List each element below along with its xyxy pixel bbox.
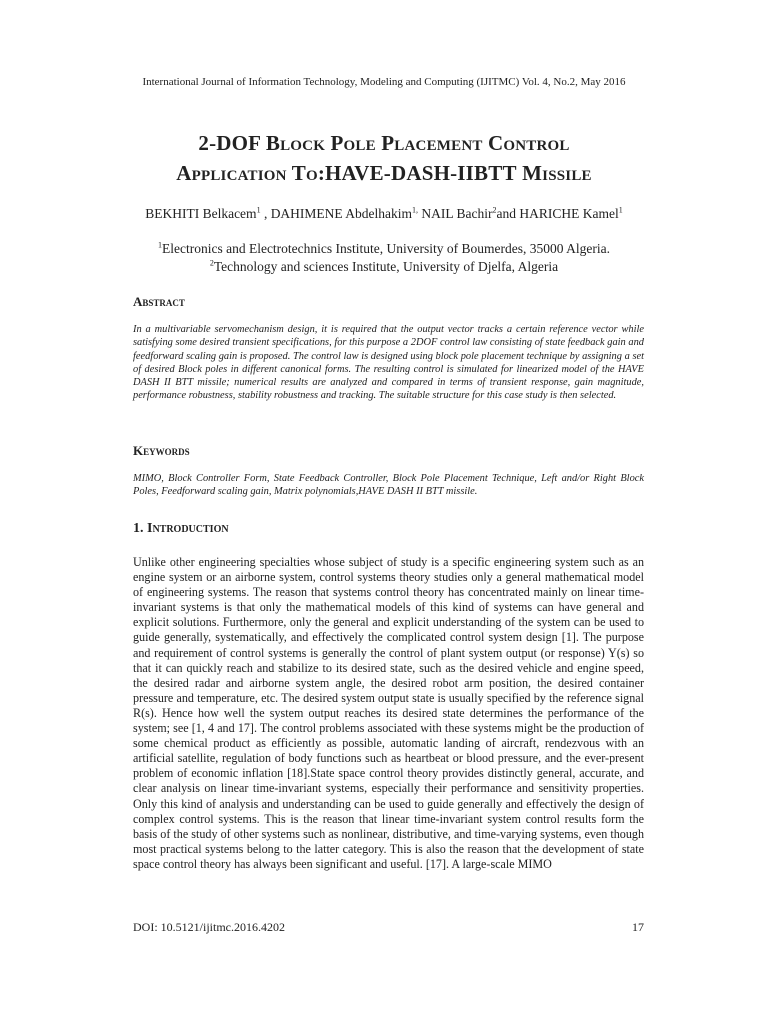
title-line-2-suffix: Missile bbox=[516, 161, 592, 185]
author-list bbox=[0, 206, 768, 222]
author-affiliation-mark: 1 bbox=[256, 205, 261, 215]
author-name: BEKHITI Belkacem bbox=[145, 206, 257, 221]
author-affiliation-mark: 2 bbox=[492, 205, 497, 215]
affiliation-line bbox=[0, 240, 768, 258]
affiliation-text: Technology and sciences Institute, University of Djelfa, Algeria bbox=[213, 259, 559, 274]
author-separator: and bbox=[496, 206, 520, 221]
author-name: DAHIMENE Abdelhakim bbox=[270, 206, 413, 221]
abstract-heading: Abstract bbox=[133, 294, 185, 309]
affiliation-text: Electronics and Electrotechnics Institute, University of Boumerdes, 35000 Algeria. bbox=[161, 241, 610, 256]
author-affiliation-mark: 1, bbox=[412, 205, 419, 215]
paper-title bbox=[60, 128, 708, 188]
author-affiliation-mark: 1 bbox=[618, 205, 623, 215]
affiliation-line bbox=[0, 258, 768, 276]
introduction-body: Unlike other engineering specialties whose subject of study is a specific engineering system such as an engine system or an airborne system, control systems theory studies only a general mathematical model of engineering systems. The reason that systems control theory has concentrated mainly on linear time-invariant systems is that only the mathematical models of this kind of systems can have general and explicit solutions. Furthermore, only the general and explicit understanding of the system can be used to guide generally, systematically, and effectively the complicated control system design [1]. The purpose and requirement of control systems is generally the control of plant system output (or response) Y(s) so that it can quickly reach and stabilize to its desired state, such as the desired vehicle and engine speed, the desired radar and airborne system angle, the desired robot arm position, the desired container pressure and temperature, etc. The desired system output state is usually specified by the reference signal R(s). Hence how well the system output reaches its desired state determines the performance of the system; see [1, 4 and 17]. The control problems associated with these systems might be the production of some chemical product as efficiently as possible, automatic landing of aircraft, rendezvous with an artificial satellite, regulation of body functions such as heartbeat or blood pressure, and the ever-present problem of economic inflation [18].State space control theory provides distinctly general, accurate, and clear analysis on linear time-invariant systems, especially their performance and sensitivity properties. Only this kind of analysis and understanding can be used to guide generally and effectively the design of complex control systems. This is the reason that linear time-invariant system control results form the basis of the study of other systems such as nonlinear, distributive, and time-varying systems, even though most practical systems belong to the latter category. This is also the reason that the development of state space control theory has always been significant and useful. [17]. A large-scale MIMO bbox=[133, 555, 644, 871]
author-separator: , bbox=[260, 206, 271, 221]
keywords-heading: Keywords bbox=[133, 443, 190, 458]
title-missile-name: HAVE-DASH-IIBTT bbox=[325, 161, 517, 185]
author-name: HARICHE Kamel bbox=[519, 206, 619, 221]
keywords-text: MIMO, Block Controller Form, State Feedback Controller, Block Pole Placement Technique, Left and/or Right Block Poles, Feedforward scaling gain, Matrix polynomials,HAVE DASH II BTT missile. bbox=[133, 473, 644, 498]
author-name: NAIL Bachir bbox=[421, 206, 493, 221]
page-number: 17 bbox=[632, 920, 644, 934]
title-line-2-prefix: Application To: bbox=[176, 161, 326, 185]
affiliation-number: 2 bbox=[209, 258, 214, 268]
title-line-1: 2-DOF Block Pole Placement Control bbox=[198, 131, 570, 155]
abstract-text: In a multivariable servomechanism design, it is required that the output vector tracks a certain reference vector while satisfying some desired transient specifications, for this purpose a 2DOF control law consisting of state feedback gain and feedforward scaling gain is proposed. The control law is designed using block pole placement technique by assigning a set of desired Block poles in different canonical forms. The resulting control is simulated for linearized model of the HAVE DASH II BTT missile; numerical results are analyzed and compared in terms of transient response, gain magnitude, performance robustness, stability robustness and tracking. The suitable structure for this case study is then selected. bbox=[133, 324, 644, 402]
affiliation-list bbox=[0, 240, 768, 276]
journal-running-header: International Journal of Information Technology, Modeling and Computing (IJITMC) Vol. 4, No.2, May 2016 bbox=[142, 76, 626, 88]
title-line-2 bbox=[60, 158, 708, 188]
introduction-heading: 1. Introduction bbox=[133, 521, 229, 536]
affiliation-number: 1 bbox=[157, 240, 162, 250]
footer-doi: DOI: 10.5121/ijitmc.2016.4202 bbox=[133, 920, 285, 934]
